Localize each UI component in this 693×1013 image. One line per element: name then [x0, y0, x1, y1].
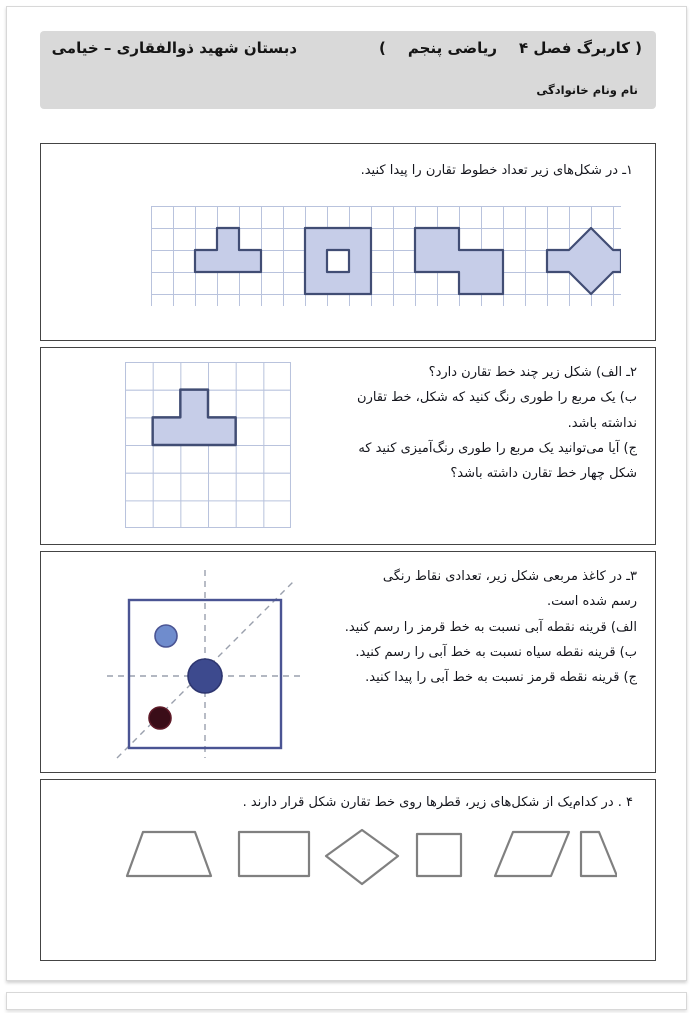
question-4-figure	[117, 824, 617, 894]
q2-svg	[125, 362, 291, 528]
worksheet-header	[40, 31, 656, 109]
question-2-line-b1: ب) یک مربع را طوری رنگ کنید که شکل، خط تقارن	[357, 390, 637, 406]
question-2-line-a: ۲ـ الف) شکل زیر چند خط تقارن دارد؟	[428, 365, 637, 380]
header-paren-close: )	[379, 39, 386, 57]
question-3-line-2: رسم شده است.	[546, 594, 637, 610]
header-title-row	[51, 39, 642, 57]
question-2-figure	[125, 362, 291, 532]
shape-right-trapezoid	[581, 832, 617, 876]
shape-winged-diamond	[547, 228, 621, 294]
q4-svg	[117, 824, 617, 894]
question-2-line-c1: ج) آیا می‌توانید یک مربع را طوری رنگ‌آمیزی کنید که	[358, 441, 637, 457]
question-2-line-b2: نداشته باشد.	[567, 415, 637, 431]
question-1-text: ۱ـ در شکل‌های زیر تعداد خطوط تقارن را پیدا کنید.	[360, 163, 633, 178]
question-3-line-1: ۳ـ در کاغذ مربعی شکل زیر، تعدادی نقاط رنگی	[382, 569, 637, 584]
worksheet-page	[6, 6, 687, 981]
question-3-box	[40, 551, 656, 773]
q1-svg	[151, 206, 621, 306]
question-3-line-b: ب) قرینه نقطه سیاه نسبت به خط آبی را رسم کنید.	[355, 645, 637, 661]
dark-red-dot	[149, 707, 171, 729]
light-blue-dot	[155, 625, 177, 647]
question-1-box	[40, 143, 656, 341]
question-3-line-a: الف) قرینه نقطه آبی نسبت به خط قرمز را رسم کنید.	[344, 619, 637, 635]
shape-t-shape	[153, 390, 236, 445]
header-worksheet-label: ( کاربرگ فصل ۴	[519, 39, 642, 57]
shape-square	[417, 834, 461, 876]
question-2-line-c2: شکل چهار خط تقارن داشته باشد؟	[450, 466, 637, 482]
question-3-line-c: ج) قرینه نقطه قرمز نسبت به خط آبی را پیدا کنید.	[365, 670, 637, 686]
q3-svg	[103, 566, 303, 762]
question-2-text	[317, 360, 637, 487]
shape-z-step-shape	[415, 228, 503, 294]
header-school-name: دبستان شهید ذوالفقاری – خیامی	[51, 39, 298, 57]
shape-trapezoid	[127, 832, 211, 876]
dark-blue-dot	[188, 659, 222, 693]
question-4-box	[40, 779, 656, 961]
question-3-text	[307, 564, 637, 691]
shape-parallelogram	[495, 832, 569, 876]
student-name-label: نام ونام خانوادگی	[536, 83, 638, 97]
shape-diamond	[326, 830, 398, 884]
shape-t-shape	[195, 228, 261, 272]
shape-rectangle	[239, 832, 309, 876]
shape-square-with-square-hole	[305, 228, 371, 294]
question-3-figure	[103, 566, 303, 762]
question-1-figure	[151, 206, 621, 306]
question-2-box	[40, 347, 656, 545]
page-bottom-strip	[6, 992, 687, 1010]
header-subject-label: ریاضی پنجم	[407, 39, 498, 57]
question-4-text: ۴ . در کدام‌یک از شکل‌های زیر، قطرها روی خط تقارن شکل قرار دارند .	[242, 795, 633, 810]
